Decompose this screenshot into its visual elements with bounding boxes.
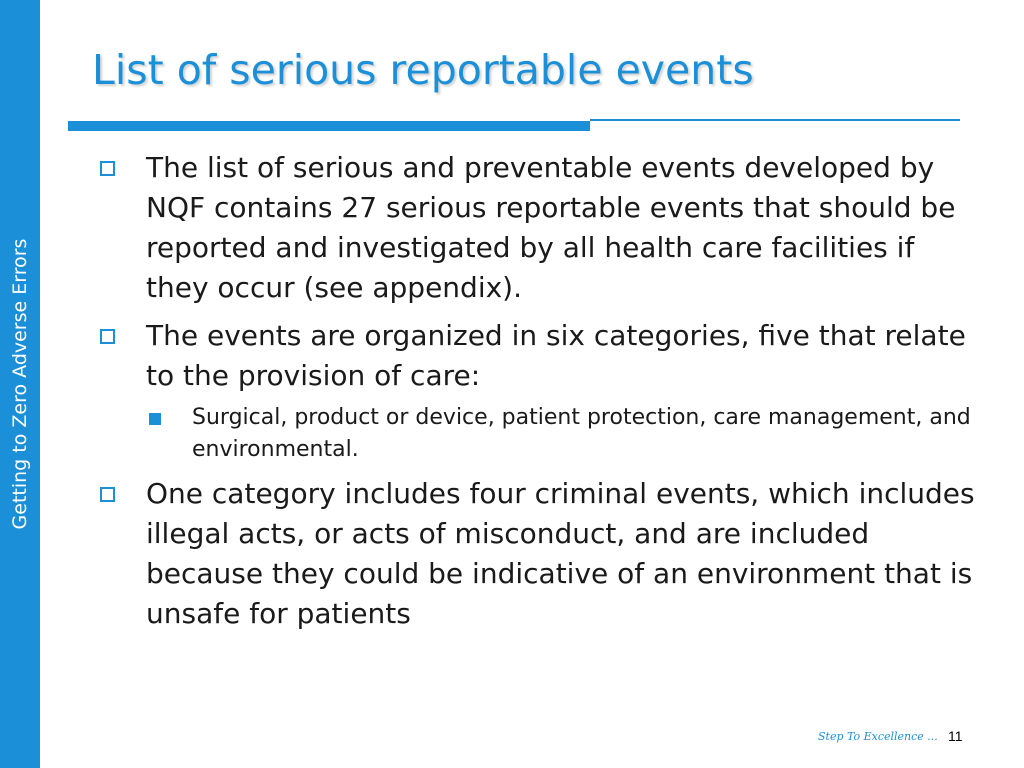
footer-tagline: Step To Excellence ...	[818, 730, 938, 743]
hollow-square-icon	[100, 487, 115, 502]
slide-content	[96, 148, 976, 642]
sub-bullet-text: Surgical, product or device, patient protection, care management, and environmental.	[192, 405, 971, 462]
bullet-item	[96, 474, 976, 634]
bullet-text: The events are organized in six categories, five that relate to the provision of care:	[146, 319, 966, 392]
title-underline-thin	[590, 119, 960, 121]
hollow-square-icon	[100, 161, 115, 176]
sub-bullet-item	[96, 402, 976, 466]
page-number: 11	[948, 728, 963, 744]
filled-square-icon	[149, 413, 161, 425]
bullet-item	[96, 148, 976, 308]
bullet-text: The list of serious and preventable events developed by NQF contains 27 serious reportable events that should be reported and investigated by all health care facilities if they occur (see appendix).	[146, 151, 956, 304]
bullet-text: One category includes four criminal events, which includes illegal acts, or acts of misconduct, and are included because they could be indicative of an environment that is unsafe for patients	[146, 477, 975, 630]
bullet-item	[96, 316, 976, 396]
sidebar-title: Getting to Zero Adverse Errors	[9, 238, 31, 530]
slide-title: List of serious reportable events	[92, 46, 754, 94]
sidebar-band	[0, 0, 40, 768]
title-underline-thick	[68, 121, 590, 131]
hollow-square-icon	[100, 329, 115, 344]
